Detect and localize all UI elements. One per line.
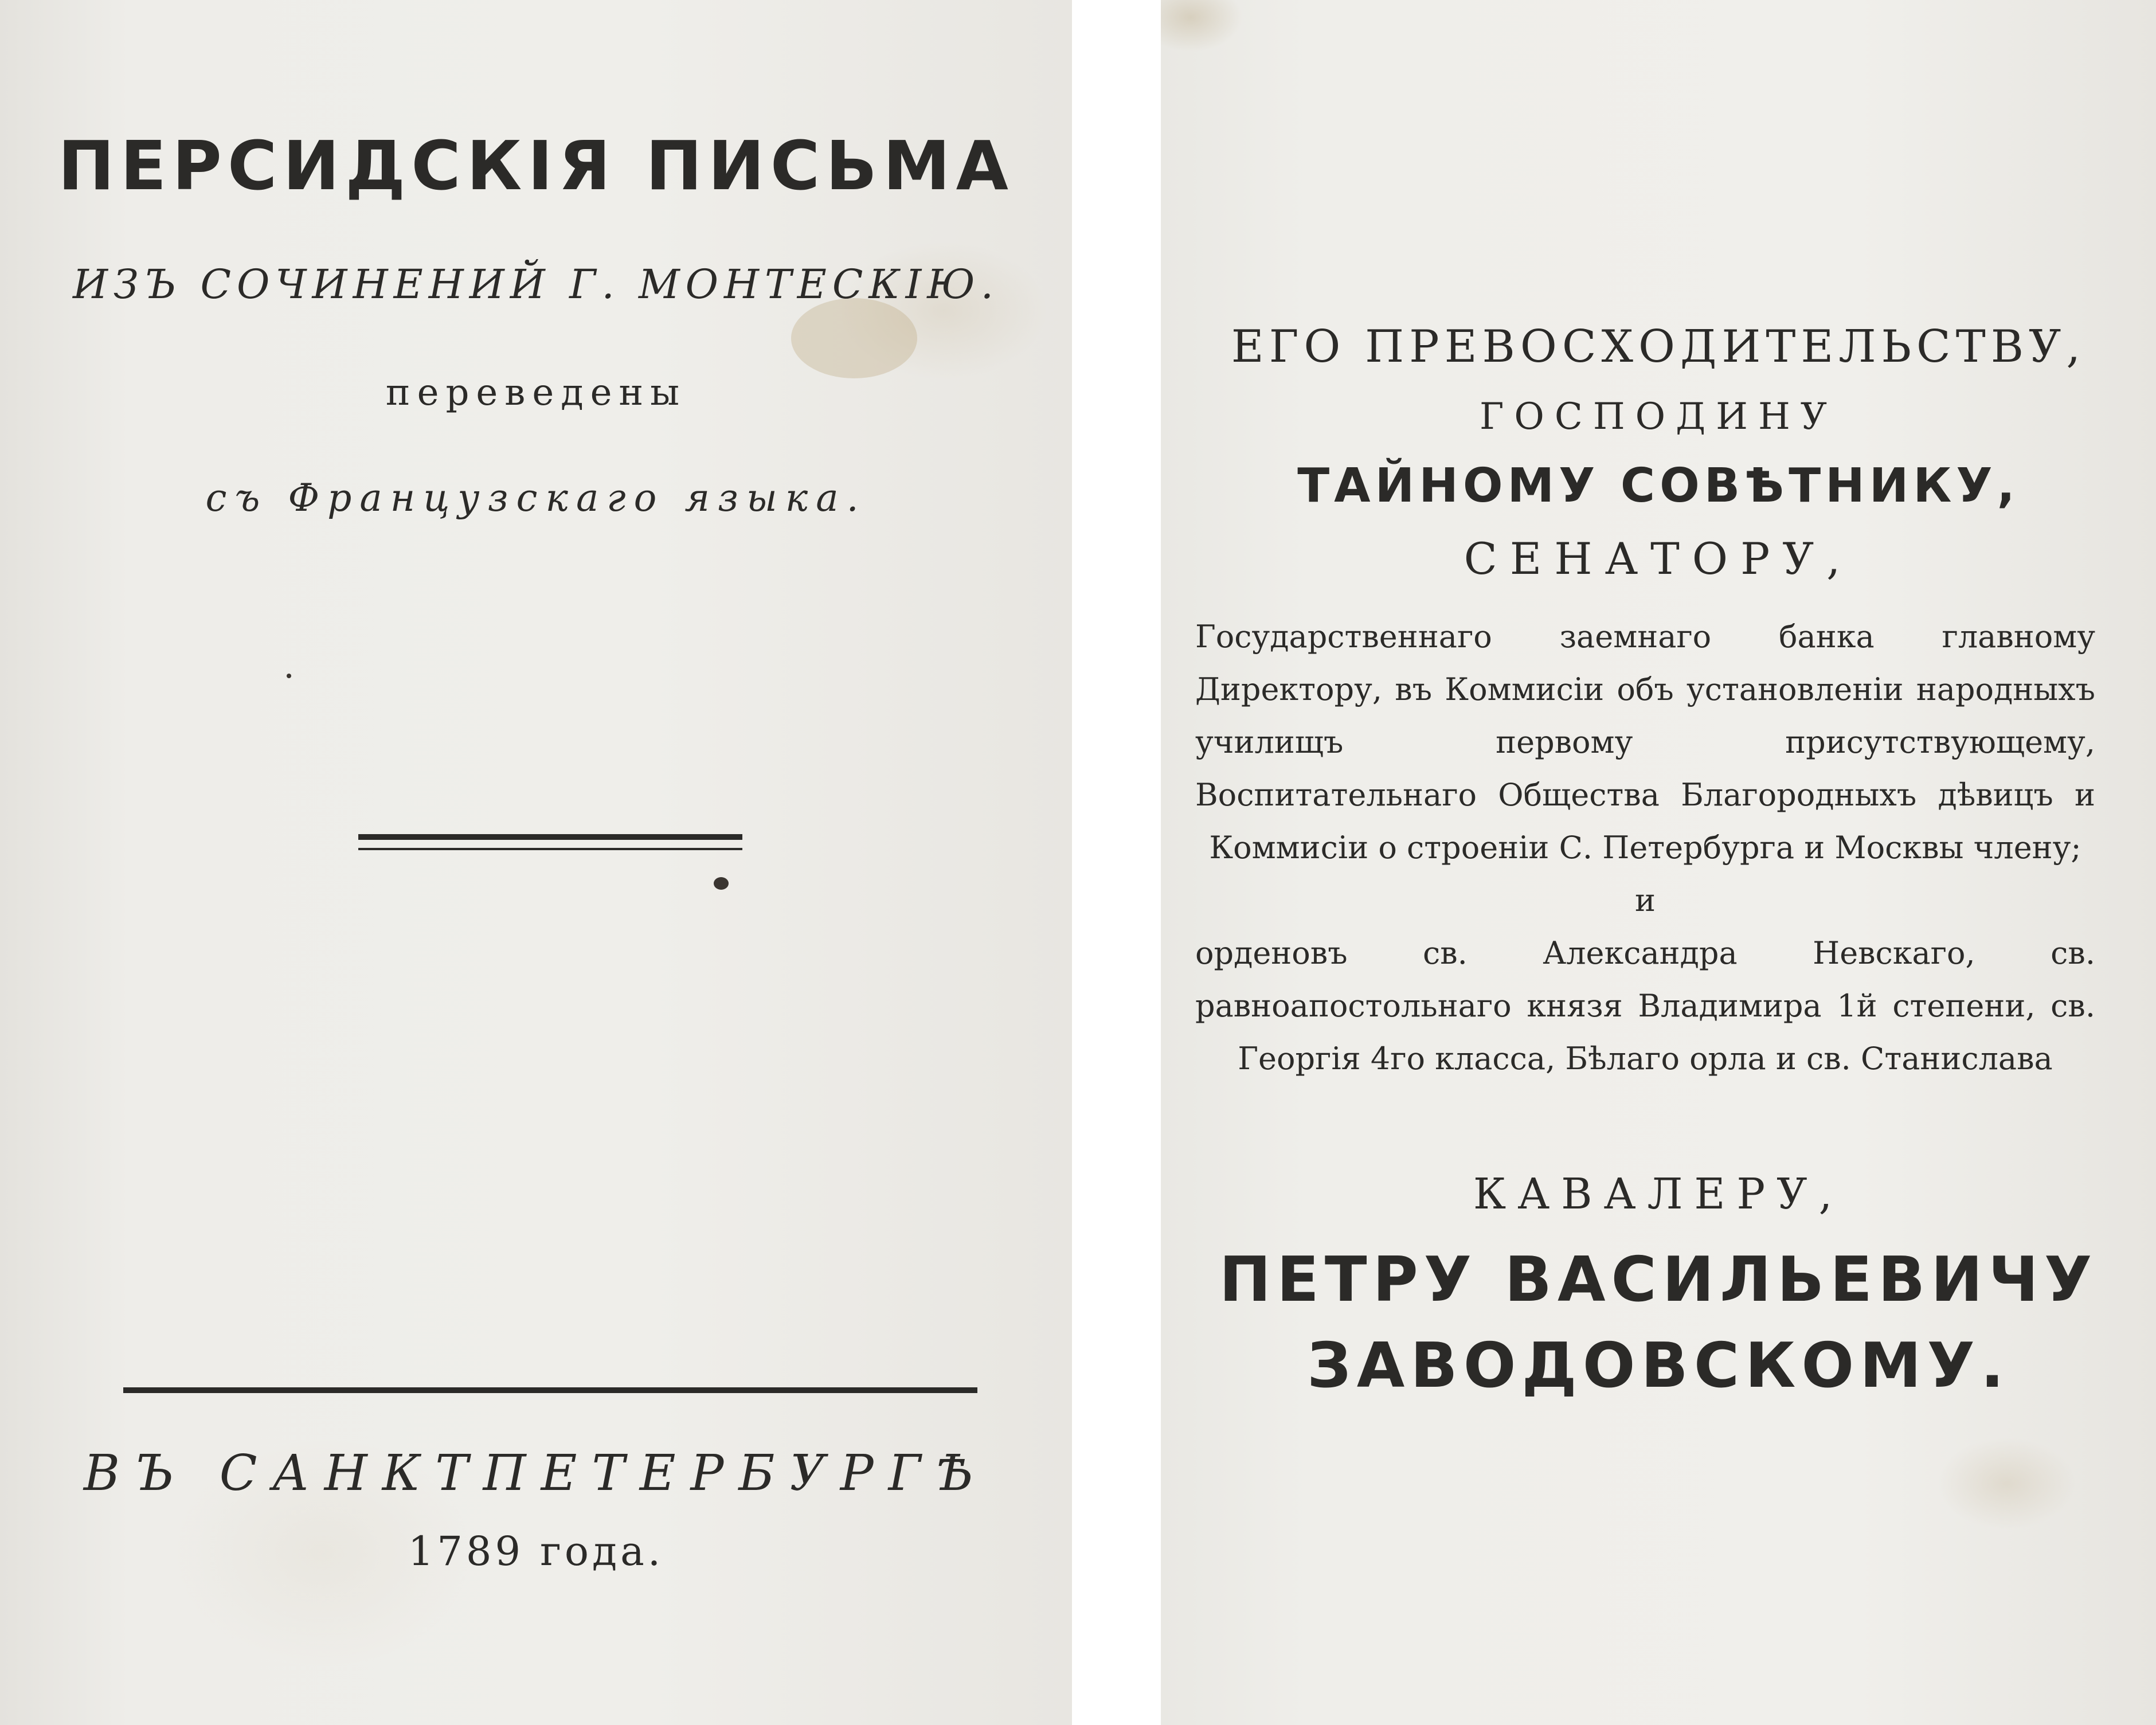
page-stain (791, 298, 917, 378)
language-line: съ Французскаго языка. (205, 476, 867, 520)
dedication-offices: Государственнаго заемнаго банка главному Директору, въ Коммисіи объ установленіи народныхъ училищъ первому присутствующему, Воспитательнаго Общества Благородныхъ дѣвицъ и Коммисіи о строеніи С. Петербурга и Москвы члену; (1195, 619, 2095, 866)
dedication-body (1195, 611, 2095, 1085)
dedication-address: ГОСПОДИНУ (1480, 396, 1837, 438)
dedication-rank: ТАЙНОМУ СОВѢТНИКУ, (1297, 459, 2020, 513)
dedicatee-surname: ЗАВОДОВСКОМУ. (1307, 1330, 2010, 1402)
dedicatee-name: ПЕТРУ ВАСИЛЬЕВИЧУ (1219, 1244, 2098, 1316)
ink-speck (714, 877, 729, 890)
translated-line: переведены (385, 371, 687, 414)
dedication-honorific: ЕГО ПРЕВОСХОДИТЕЛЬСТВУ, (1231, 321, 2086, 373)
dedication-orders: орденовъ св. Александра Невскаго, св. равноапостольнаго князя Владимира 1й степени, св. Георгія 4го класса, Бѣлаго орла и св. Станислава (1195, 935, 2095, 1077)
dedication-cavalier: КАВАЛЕРУ, (1473, 1169, 1844, 1219)
book-author-line: ИЗЪ СОЧИНЕНИЙ Г. МОНТЕСКІЮ. (72, 261, 1000, 308)
book-title: ПЕРСИДСКІЯ ПИСЬМА (58, 126, 1014, 205)
dedication-senator: СЕНАТОРУ, (1464, 533, 1853, 584)
publication-year: 1789 года. (408, 1528, 664, 1575)
double-rule (358, 834, 742, 850)
dedication-and: и (1635, 882, 1656, 918)
dedication-page (1161, 0, 2156, 1725)
publication-city: ВЪ САНКТПЕТЕРБУРГѢ (83, 1445, 989, 1502)
single-rule (123, 1387, 977, 1393)
ink-speck (287, 674, 291, 678)
title-page (0, 0, 1072, 1725)
